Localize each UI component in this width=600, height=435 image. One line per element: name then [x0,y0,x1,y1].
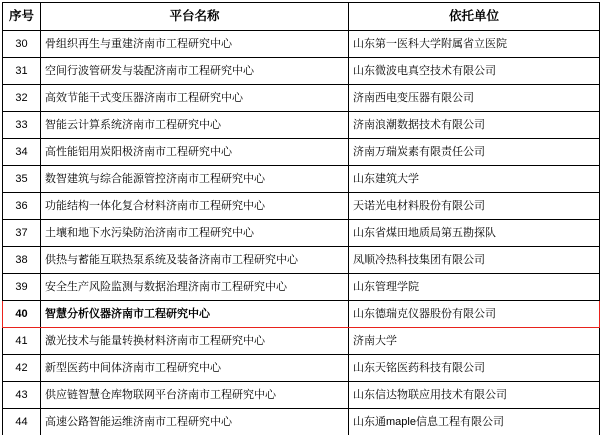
row-index: 34 [3,139,41,166]
row-index: 43 [3,382,41,409]
table-row [3,193,600,220]
row-organization: 凤顺冷热科技集团有限公司 [349,247,600,274]
table-row [3,247,600,274]
column-header-name: 平台名称 [41,3,349,31]
row-organization: 山东省煤田地质局第五勘探队 [349,220,600,247]
row-index: 31 [3,58,41,85]
row-index: 36 [3,193,41,220]
table-row [3,220,600,247]
row-platform-name: 供热与蓄能互联热泵系统及装备济南市工程研究中心 [41,247,349,274]
table-row [3,58,600,85]
row-organization: 山东管理学院 [349,274,600,301]
row-platform-name: 智慧分析仪器济南市工程研究中心 [41,301,349,328]
row-platform-name: 安全生产风险监测与数据治理济南市工程研究中心 [41,274,349,301]
table-body [3,31,600,435]
row-organization: 山东通maple信息工程有限公司 [349,409,600,435]
column-header-org: 依托单位 [349,3,600,31]
row-organization: 济南大学 [349,328,600,355]
row-index: 39 [3,274,41,301]
row-organization: 天诺光电材料股份有限公司 [349,193,600,220]
row-organization: 山东第一医科大学附属省立医院 [349,31,600,58]
table-row [3,328,600,355]
table-row [3,112,600,139]
platform-table [2,2,600,435]
row-organization: 山东德瑞克仪器股份有限公司 [349,301,600,328]
row-organization: 济南西电变压器有限公司 [349,85,600,112]
column-header-index: 序号 [3,3,41,31]
table-row [3,85,600,112]
row-platform-name: 高性能铝用炭阳极济南市工程研究中心 [41,139,349,166]
table-row [3,355,600,382]
row-index: 32 [3,85,41,112]
table-row [3,301,600,328]
table-header [3,3,600,31]
row-index: 40 [3,301,41,328]
row-index: 33 [3,112,41,139]
row-organization: 山东天铭医药科技有限公司 [349,355,600,382]
row-platform-name: 空间行波管研发与装配济南市工程研究中心 [41,58,349,85]
row-index: 44 [3,409,41,435]
row-index: 41 [3,328,41,355]
document-page [0,2,600,410]
row-platform-name: 高效节能干式变压器济南市工程研究中心 [41,85,349,112]
table-header-row [3,3,600,31]
row-organization: 济南浪潮数据技术有限公司 [349,112,600,139]
table-row [3,166,600,193]
row-index: 35 [3,166,41,193]
row-platform-name: 新型医药中间体济南市工程研究中心 [41,355,349,382]
row-platform-name: 智能云计算系统济南市工程研究中心 [41,112,349,139]
row-platform-name: 土壤和地下水污染防治济南市工程研究中心 [41,220,349,247]
table-row [3,139,600,166]
row-platform-name: 骨组织再生与重建济南市工程研究中心 [41,31,349,58]
row-index: 38 [3,247,41,274]
row-index: 42 [3,355,41,382]
row-platform-name: 功能结构一体化复合材料济南市工程研究中心 [41,193,349,220]
table-row [3,382,600,409]
row-organization: 山东微波电真空技术有限公司 [349,58,600,85]
row-platform-name: 激光技术与能量转换材料济南市工程研究中心 [41,328,349,355]
row-platform-name: 供应链智慧仓库物联网平台济南市工程研究中心 [41,382,349,409]
row-organization: 山东信达物联应用技术有限公司 [349,382,600,409]
table-row [3,31,600,58]
row-organization: 济南万瑞炭素有限责任公司 [349,139,600,166]
table-row [3,274,600,301]
row-platform-name: 高速公路智能运维济南市工程研究中心 [41,409,349,435]
row-organization: 山东建筑大学 [349,166,600,193]
table-row [3,409,600,435]
row-platform-name: 数智建筑与综合能源管控济南市工程研究中心 [41,166,349,193]
row-index: 37 [3,220,41,247]
row-index: 30 [3,31,41,58]
